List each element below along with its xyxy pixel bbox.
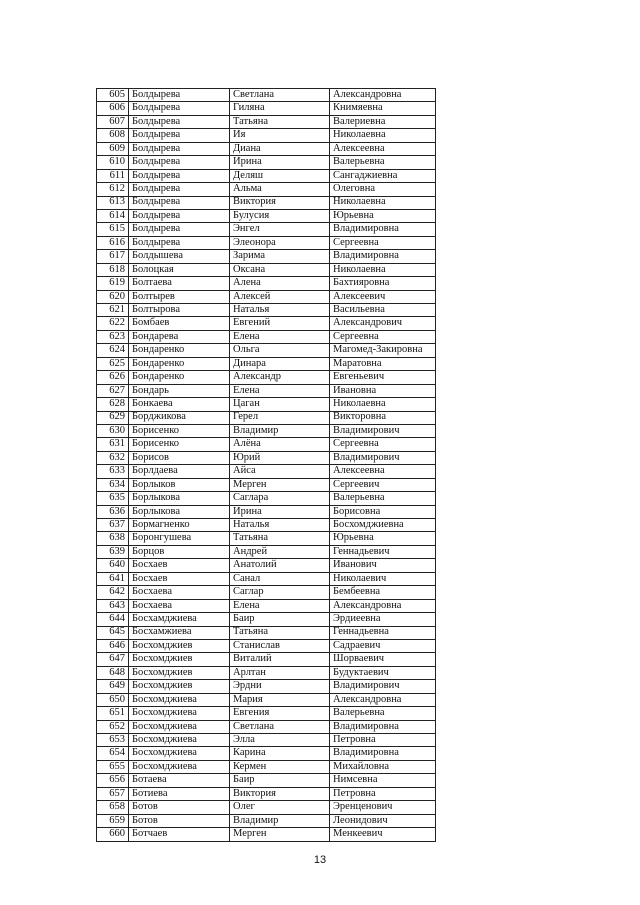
patronymic-cell: Леонидович xyxy=(330,814,436,827)
surname-cell: Болдырева xyxy=(129,156,230,169)
table-row xyxy=(97,129,436,142)
row-number-cell: 650 xyxy=(97,693,129,706)
patronymic-cell: Сергеевич xyxy=(330,478,436,491)
table-row xyxy=(97,398,436,411)
row-number-cell: 614 xyxy=(97,209,129,222)
patronymic-cell: Алексеевич xyxy=(330,290,436,303)
table-row xyxy=(97,680,436,693)
first-name-cell: Элла xyxy=(230,734,330,747)
row-number-cell: 638 xyxy=(97,532,129,545)
surname-cell: Борцов xyxy=(129,545,230,558)
row-number-cell: 605 xyxy=(97,89,129,102)
patronymic-cell: Нимсевна xyxy=(330,774,436,787)
table-row xyxy=(97,330,436,343)
table-row xyxy=(97,774,436,787)
row-number-cell: 657 xyxy=(97,787,129,800)
row-number-cell: 607 xyxy=(97,115,129,128)
table-row xyxy=(97,814,436,827)
row-number-cell: 642 xyxy=(97,586,129,599)
patronymic-cell: Николаевич xyxy=(330,572,436,585)
patronymic-cell: Владимировна xyxy=(330,720,436,733)
table-row xyxy=(97,599,436,612)
row-number-cell: 615 xyxy=(97,223,129,236)
first-name-cell: Деляш xyxy=(230,169,330,182)
first-name-cell: Цаган xyxy=(230,398,330,411)
first-name-cell: Татьяна xyxy=(230,626,330,639)
patronymic-cell: Сергеевна xyxy=(330,236,436,249)
surname-cell: Босхомджиева xyxy=(129,747,230,760)
patronymic-cell: Босхомджиевна xyxy=(330,519,436,532)
table-row xyxy=(97,559,436,572)
first-name-cell: Татьяна xyxy=(230,115,330,128)
table-row xyxy=(97,451,436,464)
first-name-cell: Елена xyxy=(230,599,330,612)
table-row xyxy=(97,572,436,585)
surname-cell: Болтаева xyxy=(129,277,230,290)
patronymic-cell: Петровна xyxy=(330,787,436,800)
table-row xyxy=(97,250,436,263)
table-row xyxy=(97,290,436,303)
row-number-cell: 609 xyxy=(97,142,129,155)
surname-cell: Босхамжиева xyxy=(129,626,230,639)
patronymic-cell: Александровна xyxy=(330,693,436,706)
surname-cell: Босхамджиева xyxy=(129,613,230,626)
surname-cell: Босхомджиев xyxy=(129,639,230,652)
patronymic-cell: Бахтияровна xyxy=(330,277,436,290)
row-number-cell: 620 xyxy=(97,290,129,303)
first-name-cell: Светлана xyxy=(230,720,330,733)
patronymic-cell: Садраевич xyxy=(330,639,436,652)
first-name-cell: Санал xyxy=(230,572,330,585)
table-row xyxy=(97,787,436,800)
table-row xyxy=(97,424,436,437)
first-name-cell: Евгений xyxy=(230,317,330,330)
row-number-cell: 627 xyxy=(97,384,129,397)
first-name-cell: Эрдни xyxy=(230,680,330,693)
row-number-cell: 652 xyxy=(97,720,129,733)
patronymic-cell: Николаевна xyxy=(330,129,436,142)
surname-cell: Босхомджиева xyxy=(129,693,230,706)
row-number-cell: 616 xyxy=(97,236,129,249)
first-name-cell: Евгения xyxy=(230,707,330,720)
table-row xyxy=(97,707,436,720)
table-row xyxy=(97,317,436,330)
surname-cell: Ботов xyxy=(129,814,230,827)
surname-cell: Бонкаева xyxy=(129,398,230,411)
surname-cell: Ботиева xyxy=(129,787,230,800)
first-name-cell: Гиляна xyxy=(230,102,330,115)
row-number-cell: 644 xyxy=(97,613,129,626)
row-number-cell: 633 xyxy=(97,465,129,478)
surname-cell: Босхомджиева xyxy=(129,720,230,733)
first-name-cell: Елена xyxy=(230,384,330,397)
surname-cell: Босхомджиева xyxy=(129,734,230,747)
row-number-cell: 647 xyxy=(97,653,129,666)
surname-cell: Болдырева xyxy=(129,129,230,142)
row-number-cell: 631 xyxy=(97,438,129,451)
surname-cell: Босхомджиева xyxy=(129,760,230,773)
patronymic-cell: Владимировна xyxy=(330,223,436,236)
table-row xyxy=(97,478,436,491)
patronymic-cell: Иванович xyxy=(330,559,436,572)
table-row xyxy=(97,801,436,814)
patronymic-cell: Васильевна xyxy=(330,304,436,317)
patronymic-cell: Николаевна xyxy=(330,398,436,411)
first-name-cell: Булусия xyxy=(230,209,330,222)
row-number-cell: 637 xyxy=(97,519,129,532)
row-number-cell: 634 xyxy=(97,478,129,491)
row-number-cell: 654 xyxy=(97,747,129,760)
patronymic-cell: Александровна xyxy=(330,599,436,612)
patronymic-cell: Алексеевна xyxy=(330,465,436,478)
surname-cell: Босхаев xyxy=(129,572,230,585)
patronymic-cell: Юрьевна xyxy=(330,532,436,545)
table-row xyxy=(97,156,436,169)
first-name-cell: Алёна xyxy=(230,438,330,451)
patronymic-cell: Владимирович xyxy=(330,680,436,693)
table-row xyxy=(97,653,436,666)
patronymic-cell: Владимировна xyxy=(330,250,436,263)
row-number-cell: 606 xyxy=(97,102,129,115)
patronymic-cell: Николаевна xyxy=(330,263,436,276)
table-row xyxy=(97,304,436,317)
row-number-cell: 656 xyxy=(97,774,129,787)
first-name-cell: Алена xyxy=(230,277,330,290)
first-name-cell: Татьяна xyxy=(230,532,330,545)
table-row xyxy=(97,371,436,384)
surname-cell: Бомбаев xyxy=(129,317,230,330)
first-name-cell: Альма xyxy=(230,183,330,196)
surname-cell: Болдырева xyxy=(129,223,230,236)
patronymic-cell: Сергеевна xyxy=(330,330,436,343)
surname-cell: Бормагненко xyxy=(129,519,230,532)
table-row xyxy=(97,760,436,773)
surname-cell: Босхомджиев xyxy=(129,653,230,666)
first-name-cell: Элеонора xyxy=(230,236,330,249)
surname-cell: Болдырева xyxy=(129,142,230,155)
first-name-cell: Виктория xyxy=(230,196,330,209)
surname-cell: Болтырова xyxy=(129,304,230,317)
table-row xyxy=(97,828,436,841)
row-number-cell: 610 xyxy=(97,156,129,169)
patronymic-cell: Эрдиеевна xyxy=(330,613,436,626)
surname-cell: Болдырева xyxy=(129,196,230,209)
surname-cell: Босхаева xyxy=(129,599,230,612)
surname-cell: Боронгушева xyxy=(129,532,230,545)
patronymic-cell: Олеговна xyxy=(330,183,436,196)
row-number-cell: 641 xyxy=(97,572,129,585)
row-number-cell: 651 xyxy=(97,707,129,720)
patronymic-cell: Николаевна xyxy=(330,196,436,209)
table-row xyxy=(97,438,436,451)
table-row xyxy=(97,720,436,733)
table-row xyxy=(97,344,436,357)
surname-cell: Болдырева xyxy=(129,183,230,196)
surname-cell: Ботов xyxy=(129,801,230,814)
first-name-cell: Виталий xyxy=(230,653,330,666)
surname-cell: Болдырева xyxy=(129,89,230,102)
row-number-cell: 618 xyxy=(97,263,129,276)
first-name-cell: Мария xyxy=(230,693,330,706)
surname-cell: Болтырев xyxy=(129,290,230,303)
first-name-cell: Герел xyxy=(230,411,330,424)
row-number-cell: 640 xyxy=(97,559,129,572)
row-number-cell: 629 xyxy=(97,411,129,424)
table-row xyxy=(97,734,436,747)
surname-cell: Бондаренко xyxy=(129,357,230,370)
row-number-cell: 608 xyxy=(97,129,129,142)
table-row xyxy=(97,357,436,370)
row-number-cell: 655 xyxy=(97,760,129,773)
table-row xyxy=(97,519,436,532)
table-row xyxy=(97,505,436,518)
table-row xyxy=(97,613,436,626)
table-row xyxy=(97,747,436,760)
first-name-cell: Кермен xyxy=(230,760,330,773)
row-number-cell: 623 xyxy=(97,330,129,343)
first-name-cell: Саглар xyxy=(230,586,330,599)
surname-cell: Бондаренко xyxy=(129,344,230,357)
surname-cell: Босхомджиев xyxy=(129,680,230,693)
first-name-cell: Виктория xyxy=(230,787,330,800)
row-number-cell: 617 xyxy=(97,250,129,263)
table-row xyxy=(97,586,436,599)
table-row xyxy=(97,465,436,478)
names-table-body xyxy=(97,89,436,842)
row-number-cell: 628 xyxy=(97,398,129,411)
row-number-cell: 626 xyxy=(97,371,129,384)
surname-cell: Болдырева xyxy=(129,115,230,128)
first-name-cell: Ольга xyxy=(230,344,330,357)
surname-cell: Борлыков xyxy=(129,478,230,491)
patronymic-cell: Владимировна xyxy=(330,747,436,760)
row-number-cell: 643 xyxy=(97,599,129,612)
table-row xyxy=(97,384,436,397)
surname-cell: Борлдаева xyxy=(129,465,230,478)
surname-cell: Ботаева xyxy=(129,774,230,787)
table-row xyxy=(97,532,436,545)
patronymic-cell: Александрович xyxy=(330,317,436,330)
surname-cell: Бондаренко xyxy=(129,371,230,384)
first-name-cell: Динара xyxy=(230,357,330,370)
row-number-cell: 625 xyxy=(97,357,129,370)
first-name-cell: Наталья xyxy=(230,304,330,317)
patronymic-cell: Юрьевна xyxy=(330,209,436,222)
first-name-cell: Юрий xyxy=(230,451,330,464)
table-row xyxy=(97,666,436,679)
patronymic-cell: Алексеевна xyxy=(330,142,436,155)
table-row xyxy=(97,411,436,424)
surname-cell: Болдырева xyxy=(129,169,230,182)
surname-cell: Болдышева xyxy=(129,250,230,263)
patronymic-cell: Геннадьевна xyxy=(330,626,436,639)
patronymic-cell: Александровна xyxy=(330,89,436,102)
surname-cell: Борисов xyxy=(129,451,230,464)
table-row xyxy=(97,639,436,652)
row-number-cell: 646 xyxy=(97,639,129,652)
first-name-cell: Ирина xyxy=(230,505,330,518)
first-name-cell: Саглара xyxy=(230,492,330,505)
table-row xyxy=(97,183,436,196)
row-number-cell: 648 xyxy=(97,666,129,679)
first-name-cell: Алексей xyxy=(230,290,330,303)
row-number-cell: 635 xyxy=(97,492,129,505)
table-row xyxy=(97,545,436,558)
table-row xyxy=(97,115,436,128)
surname-cell: Босхаев xyxy=(129,559,230,572)
first-name-cell: Олег xyxy=(230,801,330,814)
surname-cell: Борлыкова xyxy=(129,492,230,505)
first-name-cell: Наталья xyxy=(230,519,330,532)
first-name-cell: Елена xyxy=(230,330,330,343)
first-name-cell: Владимир xyxy=(230,424,330,437)
first-name-cell: Зарима xyxy=(230,250,330,263)
first-name-cell: Мерген xyxy=(230,478,330,491)
first-name-cell: Энгел xyxy=(230,223,330,236)
first-name-cell: Мерген xyxy=(230,828,330,841)
first-name-cell: Айса xyxy=(230,465,330,478)
row-number-cell: 624 xyxy=(97,344,129,357)
surname-cell: Босхомджиев xyxy=(129,666,230,679)
row-number-cell: 659 xyxy=(97,814,129,827)
surname-cell: Борисенко xyxy=(129,424,230,437)
surname-cell: Босхаева xyxy=(129,586,230,599)
page-number: 13 xyxy=(313,854,327,866)
patronymic-cell: Сангаджиевна xyxy=(330,169,436,182)
row-number-cell: 660 xyxy=(97,828,129,841)
patronymic-cell: Будуктаевич xyxy=(330,666,436,679)
table-row xyxy=(97,102,436,115)
patronymic-cell: Викторовна xyxy=(330,411,436,424)
table-row xyxy=(97,196,436,209)
surname-cell: Болоцкая xyxy=(129,263,230,276)
patronymic-cell: Владимирович xyxy=(330,424,436,437)
table-row xyxy=(97,142,436,155)
table-row xyxy=(97,693,436,706)
patronymic-cell: Эренценович xyxy=(330,801,436,814)
row-number-cell: 649 xyxy=(97,680,129,693)
row-number-cell: 622 xyxy=(97,317,129,330)
patronymic-cell: Владимирович xyxy=(330,451,436,464)
row-number-cell: 619 xyxy=(97,277,129,290)
table-row xyxy=(97,209,436,222)
first-name-cell: Анатолий xyxy=(230,559,330,572)
patronymic-cell: Петровна xyxy=(330,734,436,747)
patronymic-cell: Сергеевна xyxy=(330,438,436,451)
first-name-cell: Ирина xyxy=(230,156,330,169)
patronymic-cell: Валерьевна xyxy=(330,492,436,505)
row-number-cell: 613 xyxy=(97,196,129,209)
patronymic-cell: Книмяевна xyxy=(330,102,436,115)
patronymic-cell: Маратовна xyxy=(330,357,436,370)
surname-cell: Борджикова xyxy=(129,411,230,424)
patronymic-cell: Евгеньевич xyxy=(330,371,436,384)
row-number-cell: 630 xyxy=(97,424,129,437)
surname-cell: Болдырева xyxy=(129,209,230,222)
surname-cell: Болдырева xyxy=(129,102,230,115)
names-table xyxy=(96,88,436,842)
patronymic-cell: Бембеевна xyxy=(330,586,436,599)
surname-cell: Босхомджиева xyxy=(129,707,230,720)
table-row xyxy=(97,236,436,249)
surname-cell: Борлыкова xyxy=(129,505,230,518)
row-number-cell: 658 xyxy=(97,801,129,814)
first-name-cell: Карина xyxy=(230,747,330,760)
first-name-cell: Диана xyxy=(230,142,330,155)
row-number-cell: 611 xyxy=(97,169,129,182)
surname-cell: Бондарева xyxy=(129,330,230,343)
row-number-cell: 639 xyxy=(97,545,129,558)
patronymic-cell: Валерьевна xyxy=(330,707,436,720)
first-name-cell: Александр xyxy=(230,371,330,384)
first-name-cell: Андрей xyxy=(230,545,330,558)
row-number-cell: 645 xyxy=(97,626,129,639)
first-name-cell: Ия xyxy=(230,129,330,142)
first-name-cell: Светлана xyxy=(230,89,330,102)
table-row xyxy=(97,223,436,236)
first-name-cell: Оксана xyxy=(230,263,330,276)
first-name-cell: Баир xyxy=(230,774,330,787)
first-name-cell: Арлтан xyxy=(230,666,330,679)
table-row xyxy=(97,492,436,505)
first-name-cell: Станислав xyxy=(230,639,330,652)
table-row xyxy=(97,169,436,182)
patronymic-cell: Шорваевич xyxy=(330,653,436,666)
surname-cell: Болдырева xyxy=(129,236,230,249)
table-row xyxy=(97,626,436,639)
patronymic-cell: Магомед-Закировна xyxy=(330,344,436,357)
patronymic-cell: Менкеевич xyxy=(330,828,436,841)
first-name-cell: Владимир xyxy=(230,814,330,827)
patronymic-cell: Михайловна xyxy=(330,760,436,773)
row-number-cell: 636 xyxy=(97,505,129,518)
table-row xyxy=(97,89,436,102)
table-row xyxy=(97,263,436,276)
row-number-cell: 653 xyxy=(97,734,129,747)
first-name-cell: Баир xyxy=(230,613,330,626)
row-number-cell: 612 xyxy=(97,183,129,196)
table-row xyxy=(97,277,436,290)
patronymic-cell: Валериевна xyxy=(330,115,436,128)
patronymic-cell: Геннадьевич xyxy=(330,545,436,558)
surname-cell: Ботчаев xyxy=(129,828,230,841)
patronymic-cell: Борисовна xyxy=(330,505,436,518)
row-number-cell: 632 xyxy=(97,451,129,464)
row-number-cell: 621 xyxy=(97,304,129,317)
patronymic-cell: Ивановна xyxy=(330,384,436,397)
patronymic-cell: Валерьевна xyxy=(330,156,436,169)
surname-cell: Бондарь xyxy=(129,384,230,397)
surname-cell: Борисенко xyxy=(129,438,230,451)
